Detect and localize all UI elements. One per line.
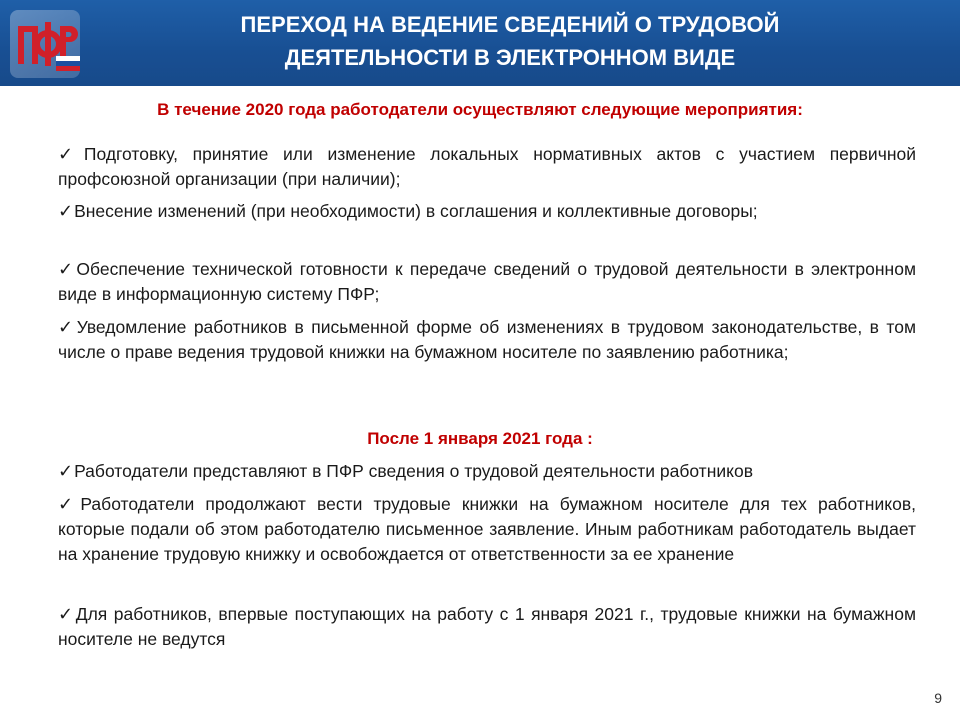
check-icon: ✓ [58, 494, 80, 514]
section1-item-3: ✓Обеспечение технической готовности к передаче сведений о трудовой деятельности в электронном виде в информационную систему ПФР; [58, 259, 916, 304]
slide-title [120, 8, 900, 74]
page-number: 9 [934, 690, 942, 706]
title-line-2: ДЕЯТЕЛЬНОСТИ В ЭЛЕКТРОННОМ ВИДЕ [284, 45, 736, 70]
section2-item-1: ✓Работодатели представляют в ПФР сведения о трудовой деятельности работников [58, 461, 754, 481]
section2-item-2: ✓Работодатели продолжают вести трудовые книжки на бумажном носителе для тех работников, которые подали об этом работодателю письменное заявление. Иным работникам работодатель выдает на хранение трудовую книжку и освобождается от ответственности за ее хранение [58, 494, 916, 564]
section2-item-3: ✓Для работников, впервые поступающих на работу с 1 января 2021 г., трудовые книжки на бумажном носителе не ведутся [58, 604, 916, 649]
slide-header [0, 0, 960, 86]
check-icon: ✓ [58, 144, 83, 164]
section1-item-4: ✓Уведомление работников в письменной форме об изменениях в трудовом законодательстве, в том числе о праве ведения трудовой книжки на бумажном носителе по заявлению работника; [58, 317, 916, 362]
check-icon: ✓ [58, 461, 74, 481]
check-icon: ✓ [58, 259, 76, 279]
section1-item-1: ✓Подготовку, принятие или изменение локальных нормативных актов с участием первичной профсоюзной организации (при наличии); [58, 144, 916, 189]
check-icon: ✓ [58, 604, 75, 624]
check-icon: ✓ [58, 201, 74, 221]
title-line-1: ПЕРЕХОД НА ВЕДЕНИЕ СВЕДЕНИЙ О ТРУДОВОЙ [240, 12, 780, 37]
check-icon: ✓ [58, 317, 76, 337]
section1-heading: В течение 2020 года работодатели осуществляют следующие мероприятия: [157, 100, 803, 119]
section2-heading: После 1 января 2021 года : [367, 429, 593, 448]
section1-item-2: ✓Внесение изменений (при необходимости) в соглашения и коллективные договоры; [58, 201, 758, 221]
pfr-logo-icon [6, 4, 86, 84]
